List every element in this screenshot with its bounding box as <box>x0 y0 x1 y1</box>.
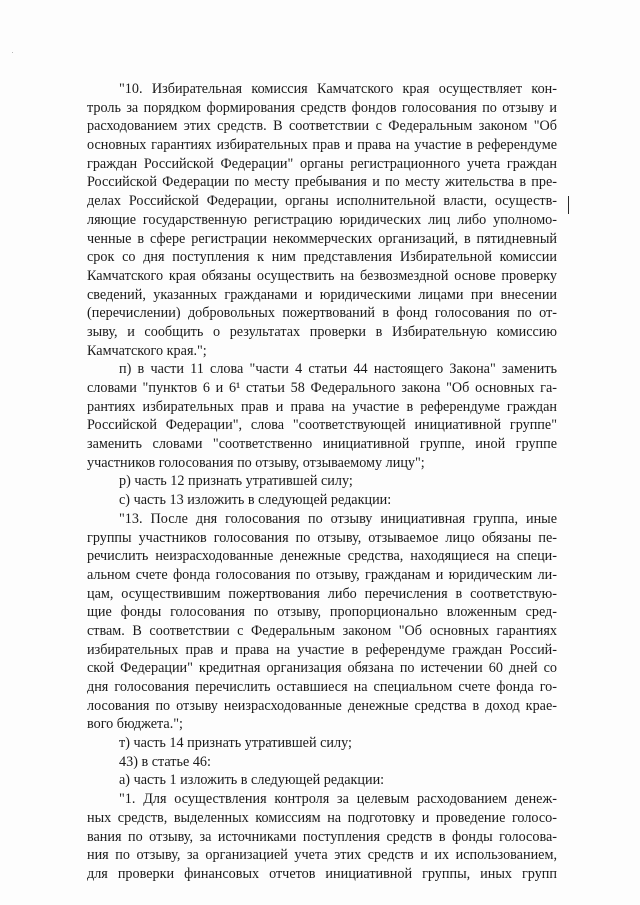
text-line: вания по отзыву, за источниками поступления средств в фонды голосова- <box>87 828 557 845</box>
text-line: щие фонды голосования по отзыву, пропорционально вложенным сред- <box>87 604 557 621</box>
text-line: основных гарантиях избирательных прав и права на участие в референдуме <box>87 137 557 154</box>
text-line: Российской Федерации по месту пребывания и по месту жительства в пре- <box>87 174 557 191</box>
text-line: (перечислении) добровольных пожертвований в фонд голосования по от- <box>87 305 557 322</box>
text-line: 43) в статье 46: <box>119 753 211 770</box>
text-line: делах Российской Федерации, органы исполнительной власти, осуществ- <box>87 193 557 210</box>
text-line: цам, осуществившим пожертвования либо перечисления в соответствую- <box>87 585 557 602</box>
text-line: р) часть 12 признать утратившей силу; <box>119 473 353 490</box>
text-line: срок со дня поступления к ним представления Избирательной комиссии <box>87 249 557 266</box>
text-line: зыву, и сообщить о результатах проверки в Избирательную комиссию <box>87 323 557 340</box>
text-line: ния по отзыву, за организацией учета этих средств и их использованием, <box>87 847 557 864</box>
text-line: рантиях избирательных прав и права на участие в референдуме граждан <box>87 398 557 415</box>
text-line: дня голосования перечислить оставшиеся на специальном счете фонда го- <box>87 679 557 695</box>
text-line: заменить словами "соответственно инициативной группе, иной группе <box>87 436 557 453</box>
scan-speck <box>12 52 13 53</box>
text-line: альном счете фонда голосования по отзыву, гражданам и юридическим ли- <box>87 566 557 583</box>
margin-mark <box>568 196 569 214</box>
text-line: ных средств, выделенных комиссиям на подготовку и проведение голосо- <box>87 809 557 826</box>
text-line: граждан Российской Федерации" органы регистрационного учета граждан <box>87 155 557 172</box>
text-line: троль за порядком формирования средств фондов голосования по отзыву и <box>87 99 557 116</box>
text-line: избирательных прав и права на участие в референдуме граждан Россий- <box>87 641 557 658</box>
text-line: п) в части 11 слова "части 4 статьи 44 настоящего Закона" заменить <box>119 361 557 378</box>
text-line: для проверки финансовых отчетов инициативной группы, иных групп <box>87 865 557 882</box>
text-line: словами "пунктов 6 и 6¹ статьи 58 Федерального закона "Об основных га- <box>87 380 557 396</box>
text-line: участников голосования по отзыву, отзываемому лицу"; <box>87 454 425 471</box>
text-line: "1. Для осуществления контроля за целевым расходованием денеж- <box>119 791 557 808</box>
text-line: Российской Федерации", слова "соответствующей инициативной группе" <box>87 417 557 434</box>
text-line: вого бюджета."; <box>87 716 183 733</box>
text-line: речислить неизрасходованные денежные средства, находящиеся на специ- <box>87 548 557 565</box>
document-body <box>87 80 557 884</box>
text-line: лосования по отзыву неизрасходованные денежные средства в доход крае- <box>87 697 557 714</box>
text-line: сведений, указанных гражданами и юридическими лицами при внесении <box>87 286 557 303</box>
text-line: а) часть 1 изложить в следующей редакции: <box>119 772 385 789</box>
text-line: "13. После дня голосования по отзыву инициативная группа, иные <box>119 510 557 527</box>
text-line: расходованием этих средств. В соответствии с Федеральным законом "Об <box>87 118 557 135</box>
text-line: ченные в сфере регистрации некоммерческих организаций, в пятидневный <box>87 230 557 247</box>
text-line: ской Федерации" кредитная организация обязана по истечении 60 дней со <box>87 660 557 677</box>
text-line: Камчатского края обязаны осуществить на безвозмездной основе проверку <box>87 267 557 284</box>
text-line: с) часть 13 изложить в следующей редакции: <box>119 492 392 509</box>
text-line: "10. Избирательная комиссия Камчатского края осуществляет кон- <box>119 81 557 97</box>
text-line: Камчатского края."; <box>87 342 207 359</box>
text-line: группы участников голосования по отзыву, отзываемое лицо обязаны пе- <box>87 529 557 546</box>
text-line: ствам. В соответствии с Федеральным законом "Об основных гарантиях <box>87 622 557 639</box>
text-line: ляющие государственную регистрацию юридических лиц либо уполномо- <box>87 211 557 228</box>
text-line: т) часть 14 признать утратившей силу; <box>119 735 352 752</box>
